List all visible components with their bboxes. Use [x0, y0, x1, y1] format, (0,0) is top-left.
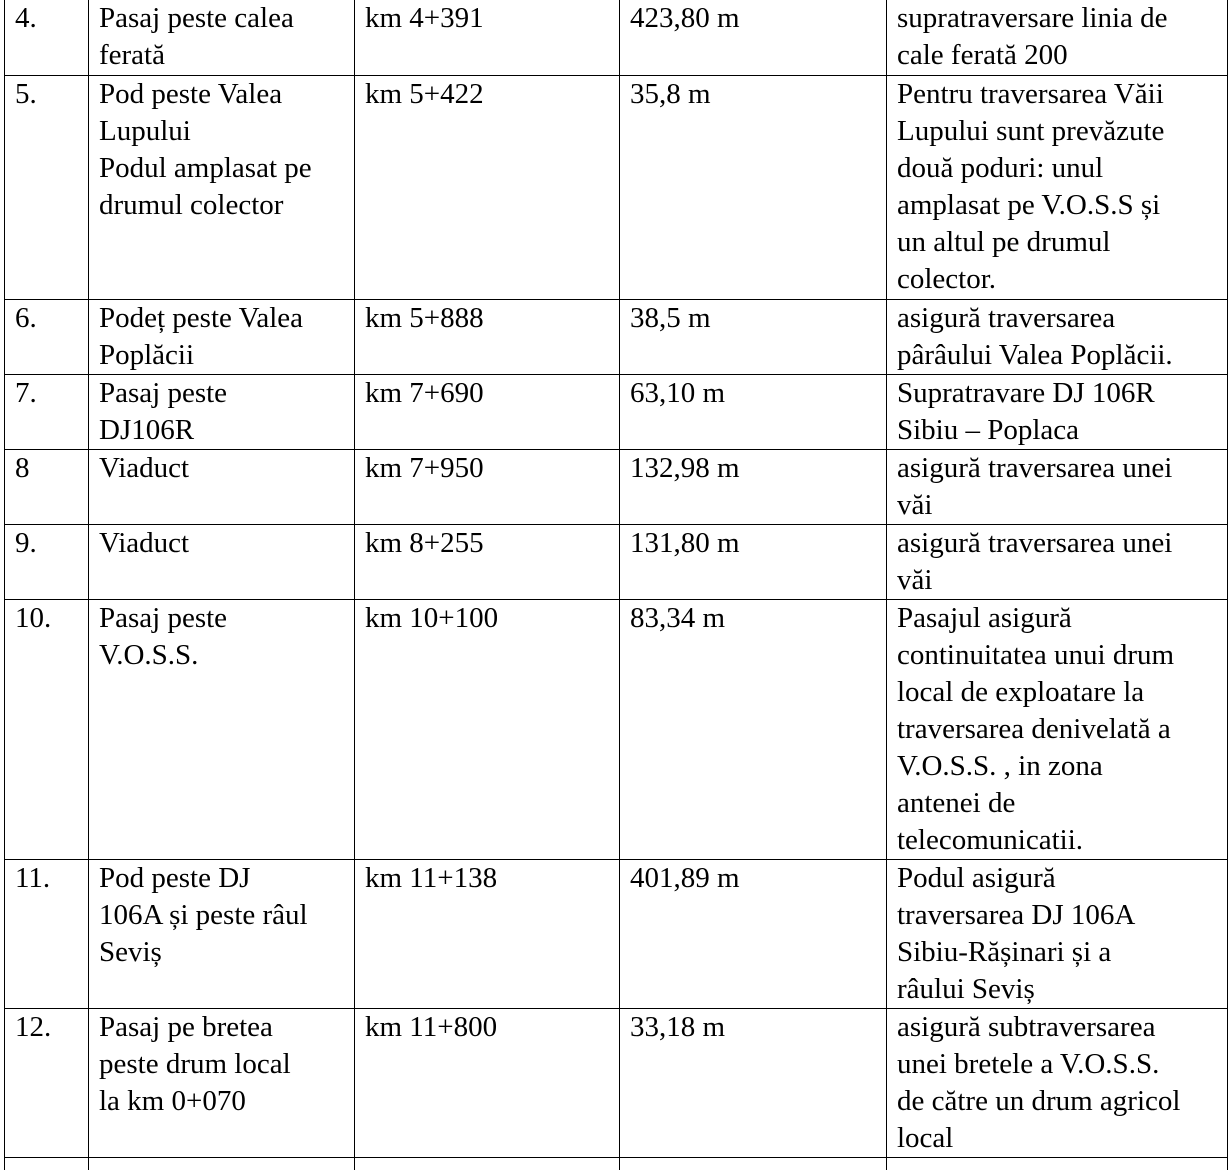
- chainage: km 4+391: [355, 0, 620, 75]
- structure-name: Pod peste DJ 106A și peste râul Seviș: [89, 859, 355, 1008]
- row-number: 9.: [5, 524, 89, 599]
- row-number: 6.: [5, 299, 89, 374]
- empty-cell: [355, 1157, 620, 1170]
- table-row: [5, 524, 1228, 599]
- length: 83,34 m: [620, 599, 887, 859]
- structure-name: Pasaj pe bretea peste drum local la km 0+070: [89, 1008, 355, 1157]
- length: 33,18 m: [620, 1008, 887, 1157]
- empty-cell: [89, 1157, 355, 1170]
- table-row: [5, 1008, 1228, 1157]
- structure-name: Viaduct: [89, 449, 355, 524]
- chainage: km 8+255: [355, 524, 620, 599]
- structure-name: Pasaj peste DJ106R: [89, 374, 355, 449]
- empty-cell: [887, 1157, 1228, 1170]
- chainage: km 10+100: [355, 599, 620, 859]
- table-row-partial: [5, 1157, 1228, 1170]
- description: asigură subtraversarea unei bretele a V.O.S.S. de către un drum agricol local: [887, 1008, 1228, 1157]
- row-number: 10.: [5, 599, 89, 859]
- description: supratraversare linia de cale ferată 200: [887, 0, 1228, 75]
- row-number: 4.: [5, 0, 89, 75]
- length: 401,89 m: [620, 859, 887, 1008]
- table-row: [5, 859, 1228, 1008]
- description: asigură traversarea unei văi: [887, 524, 1228, 599]
- structure-name: Pasaj peste V.O.S.S.: [89, 599, 355, 859]
- structure-name: Pasaj peste calea ferată: [89, 0, 355, 75]
- chainage: km 11+800: [355, 1008, 620, 1157]
- row-number: 8: [5, 449, 89, 524]
- description: Podul asigură traversarea DJ 106A Sibiu-Rășinari și a râului Seviș: [887, 859, 1228, 1008]
- empty-cell: [620, 1157, 887, 1170]
- length: 35,8 m: [620, 75, 887, 299]
- length: 38,5 m: [620, 299, 887, 374]
- table-row: [5, 0, 1228, 75]
- structure-name: Podeț peste Valea Poplăcii: [89, 299, 355, 374]
- length: 63,10 m: [620, 374, 887, 449]
- empty-cell: [5, 1157, 89, 1170]
- length: 423,80 m: [620, 0, 887, 75]
- table-row: [5, 599, 1228, 859]
- table-row: [5, 75, 1228, 299]
- description: asigură traversarea pârâului Valea Poplăcii.: [887, 299, 1228, 374]
- row-number: 12.: [5, 1008, 89, 1157]
- table-row: [5, 374, 1228, 449]
- structure-name: Pod peste Valea Lupului Podul amplasat pe drumul colector: [89, 75, 355, 299]
- structure-name: Viaduct: [89, 524, 355, 599]
- row-number: 11.: [5, 859, 89, 1008]
- length: 131,80 m: [620, 524, 887, 599]
- chainage: km 7+950: [355, 449, 620, 524]
- row-number: 7.: [5, 374, 89, 449]
- structures-table-body: [5, 0, 1228, 1170]
- row-number: 5.: [5, 75, 89, 299]
- structures-table: [4, 0, 1228, 1170]
- description: asigură traversarea unei văi: [887, 449, 1228, 524]
- chainage: km 11+138: [355, 859, 620, 1008]
- chainage: km 7+690: [355, 374, 620, 449]
- table-row: [5, 449, 1228, 524]
- description: Supratravare DJ 106R Sibiu – Poplaca: [887, 374, 1228, 449]
- description: Pasajul asigură continuitatea unui drum local de exploatare la traversarea denivelată a V.O.S.S. , in zona antenei de telecomunicatii.: [887, 599, 1228, 859]
- chainage: km 5+888: [355, 299, 620, 374]
- chainage: km 5+422: [355, 75, 620, 299]
- description: Pentru traversarea Văii Lupului sunt prevăzute două poduri: unul amplasat pe V.O.S.S și un altul pe drumul colector.: [887, 75, 1228, 299]
- table-row: [5, 299, 1228, 374]
- length: 132,98 m: [620, 449, 887, 524]
